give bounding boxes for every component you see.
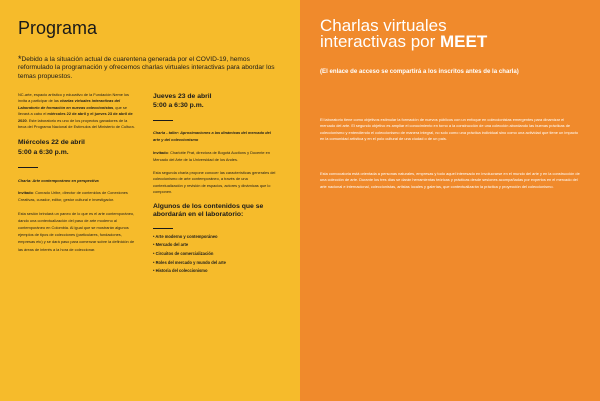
session2-date: Jueves 23 de abril 5:00 a 6:30 p.m.: [153, 93, 212, 110]
guest-label: Invitado: [18, 190, 33, 196]
topics-heading: Algunos de los contenidos que se abordarán en el laboratorio:: [153, 202, 264, 219]
session1-date: Miércoles 22 de abril 5:00 a 6:30 p.m.: [18, 139, 85, 156]
session2-guest: [153, 150, 278, 163]
page-title: Programa: [18, 18, 98, 38]
session1-title: Charla: Arte contemporáneo en perspectiva: [18, 177, 99, 183]
divider: [18, 167, 38, 168]
right-page: [300, 0, 600, 401]
presentation-text-3: . Este laboratorio es uno de los proyectos ganadores de la beca del Programa Nacional de Estímulos del Ministerio de Cultura.: [18, 117, 135, 130]
meet-label: MEET: [440, 32, 488, 51]
divider: [153, 120, 173, 121]
guest-text: : Charlotte Prat, directora de Bogotá Auctions y Docente en Mercado del Arte de la Universidad de los Andes.: [153, 150, 271, 162]
topics-list: [153, 233, 278, 276]
list-item: • Roles del mercado y mundo del arte: [153, 259, 226, 265]
lab-dates: miércoles 22 de abril y el jueves 23 de abril de 2020: [18, 111, 133, 123]
asterisk: *: [18, 54, 22, 64]
title-line-2: interactivas por: [320, 32, 440, 51]
session2-title: Charla - taller: Aproximaciones a las dinámicas del mercado del arte y del coleccionismo: [153, 130, 271, 142]
intro-paragraph: [18, 55, 280, 81]
column-right: [153, 92, 278, 276]
session1-description: Esta sesión brindará un paneo de lo que es el arte contemporáneo, dando una contextualización del paso de arte moderno al contemporáneo en Colombia. Al igual que se mostrarán algunos ejemplos de tipos de colecciones (particulares, fundaciones, empresas etc) y se dará paso para comenzar sobre la definición de las áreas de interés a la hora de coleccionar.: [18, 211, 135, 252]
column-left: [18, 92, 136, 253]
presentation-text-2: , que se llevará a cabo el: [18, 104, 127, 117]
objectives-paragraph: El laboratorio tiene como objetivos estimular la formación de nuevos públicos con un enfoque en coleccionistas emergentes para dinamizar el mercado del arte. El segundo objetivo es ampliar el conocimiento en torno a la construcción de una colección abordando las buenas prácticas de coleccionismo y entendiendo el coleccionismo de manera integral, no solo como una práctica individual sino como una actividad que tiene un impacto en la comunidad artística y en el polo cultural de una ciudad o de un país.: [320, 117, 579, 142]
presentation-text: NC-arte, espacio artístico y educativo de la Fundación Neme los invita a participar de las: [18, 92, 129, 104]
access-note: (El enlace de acceso se compartirá a los inscritos antes de la charla): [320, 68, 519, 75]
list-item: • Arte moderno y contemporáneo: [153, 233, 218, 239]
divider: [153, 228, 173, 229]
audience-paragraph: Esta convocatoria está orientada a personas naturales, empresas y todo aquel interesado en involucrarse en el mundo del arte y en la construcción de una colección de arte. Durante los tres días se darán herramientas teóricas y prácticas desde sesiones acompañadas por expertos en el mercado del arte nacional e internacional, coleccionistas, artistas locales y galerías, que contextualizarán la práctica y proyección del coleccionismo.: [320, 171, 580, 189]
session2-description: Esta segunda charla propone conocer las características generales del coleccionismo de arte contemporáneo, a través de una contextualización y revisión de espacios, actores y dinámicas que lo componen.: [153, 170, 276, 195]
title-line-1: Charlas virtuales: [320, 16, 447, 35]
list-item: • Mercado del arte: [153, 242, 189, 248]
presentation-paragraph: [18, 92, 136, 130]
list-item: • Circuitos de comercialización: [153, 251, 214, 257]
intro-text: Debido a la situación actual de cuarentena generada por el COVID-19, hemos reformulado la programación y ofrecemos charlas virtuales interactivas para abordar los temas propuestos.: [18, 56, 275, 80]
session1-guest: [18, 190, 136, 203]
list-item: • Historia del coleccionismo: [153, 268, 208, 274]
guest-label: Invitado: [153, 150, 168, 156]
right-title: [320, 18, 590, 50]
guest-text: : Conrado Uribe, director de contenidos de Conexiones Creativas, curador, editor, gestor cultural e investigador.: [18, 190, 128, 202]
lab-name: charlas virtuales interactivas del Laboratorio de formación en nuevas coleccionistas: [18, 98, 121, 110]
